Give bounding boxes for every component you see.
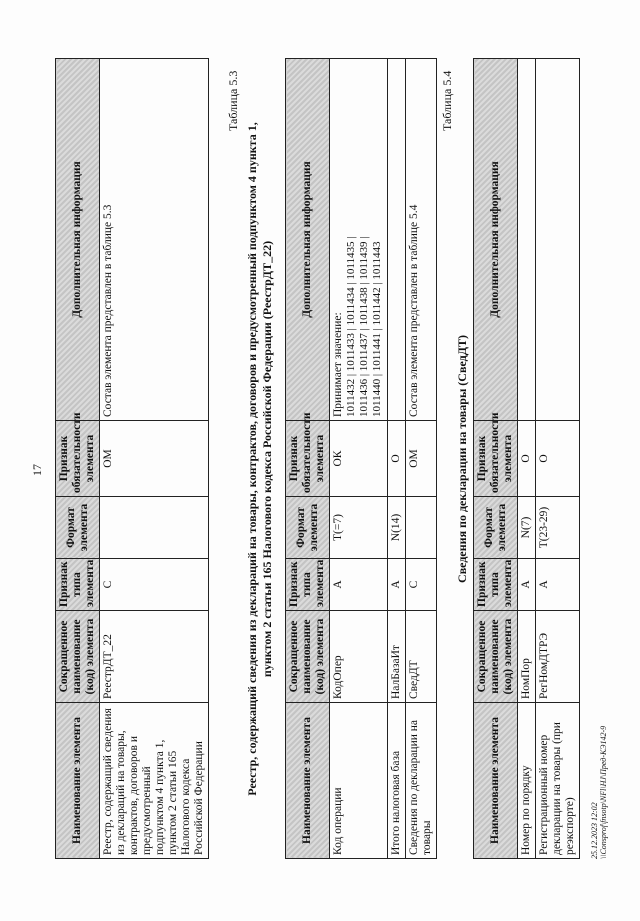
header-element-required: Признак обязательности элемента xyxy=(286,421,330,497)
header-element-type: Признак типа элемента xyxy=(286,559,330,611)
table-5-3-title xyxy=(245,59,275,859)
footer-timestamp: 25.12.2023 12:02 xyxy=(590,802,599,859)
cell-name: Номер по порядку xyxy=(518,703,536,859)
cell-required: О xyxy=(518,421,536,497)
header-element-format: Формат элемента xyxy=(56,497,100,559)
cell-required: ОМ xyxy=(100,421,209,497)
header-element-name: Наименование элемента xyxy=(286,703,330,859)
table-5-4 xyxy=(473,58,580,859)
codes-line-3: 1011440 | 1011441 | 1011442 | 1011443 xyxy=(371,241,383,417)
table-row xyxy=(518,59,536,859)
table-continued xyxy=(55,58,209,859)
table-row xyxy=(536,59,580,859)
cell-name: Регистрационный номер декларации на товары (при реэкспорте) xyxy=(536,703,580,859)
cell-info xyxy=(330,59,388,421)
header-extra-info: Дополнительная информация xyxy=(474,59,518,421)
cell-code: РегНомДТРЭ xyxy=(536,611,580,703)
print-footer xyxy=(590,726,608,859)
cell-code: РеестрДТ_22 xyxy=(100,611,209,703)
cell-required: ОМ xyxy=(406,421,437,497)
header-element-name: Наименование элемента xyxy=(474,703,518,859)
table-5-4-title: Сведения по декларации на товары (СведДТ) xyxy=(455,335,469,583)
cell-name: Итого налоговая база xyxy=(388,703,406,859)
codes-intro: Принимает значение: xyxy=(332,312,344,417)
header-extra-info: Дополнительная информация xyxy=(56,59,100,421)
codes-line-2: 1011436 | 1011437 | 1011438 | 1011439 | xyxy=(358,236,370,417)
cell-format: N(7) xyxy=(518,497,536,559)
header-element-code: Сокращенное наименование (код) элемента xyxy=(474,611,518,703)
cell-info xyxy=(518,59,536,421)
header-row xyxy=(56,59,100,859)
cell-format: T(23-29) xyxy=(536,497,580,559)
header-element-format: Формат элемента xyxy=(474,497,518,559)
cell-type: А xyxy=(330,559,388,611)
page-number: 17 xyxy=(30,464,44,476)
header-element-type: Признак типа элемента xyxy=(56,559,100,611)
cell-info xyxy=(388,59,406,421)
table-row xyxy=(100,59,209,859)
cell-info: Состав элемента представлен в таблице 5.4 xyxy=(406,59,437,421)
cell-required: О xyxy=(388,421,406,497)
table-row xyxy=(406,59,437,859)
cell-format xyxy=(100,497,209,559)
table-5-3-title-line1: Реестр, содержащий сведения из деклараций на товары, контрактов, договоров и предусмотренный подпунктом 4 пункта 1, xyxy=(245,122,259,796)
cell-type: А xyxy=(518,559,536,611)
cell-code: НомПор xyxy=(518,611,536,703)
table-5-3 xyxy=(285,58,437,859)
cell-type: С xyxy=(100,559,209,611)
table-5-3-title-line2: пунктом 2 статьи 165 Налогового кодекса Российской Федерации (РеестрДТ_22) xyxy=(260,240,274,678)
table-5-3-label: Таблица 5.3 xyxy=(226,70,240,131)
header-element-required: Признак обязательности элемента xyxy=(56,421,100,497)
header-element-format: Формат элемента xyxy=(286,497,330,559)
header-extra-info: Дополнительная информация xyxy=(286,59,330,421)
footer-path: \\Consprof\fnsotp\NFl\HJ\Пред-КЭ142-9 xyxy=(599,725,608,859)
cell-required: О xyxy=(536,421,580,497)
cell-name: Сведения по декларации на товары xyxy=(406,703,437,859)
cell-type: А xyxy=(536,559,580,611)
cell-name: Код операции xyxy=(330,703,388,859)
cell-type: С xyxy=(406,559,437,611)
cell-code: СведДТ xyxy=(406,611,437,703)
cell-name: Реестр, содержащий сведения из деклараций на товары, контрактов, договоров и предусмотренный подпунктом 4 пункта 1, пунктом 2 статьи 165 Налогового кодекса Российской Федерации xyxy=(100,703,209,859)
header-element-type: Признак типа элемента xyxy=(474,559,518,611)
header-row xyxy=(474,59,518,859)
cell-info: Состав элемента представлен в таблице 5.3 xyxy=(100,59,209,421)
header-element-code: Сокращенное наименование (код) элемента xyxy=(286,611,330,703)
table-row xyxy=(330,59,388,859)
cell-format: N(14) xyxy=(388,497,406,559)
table-5-4-label: Таблица 5.4 xyxy=(440,70,454,131)
cell-format xyxy=(406,497,437,559)
cell-format: T(=7) xyxy=(330,497,388,559)
cell-type: А xyxy=(388,559,406,611)
header-row xyxy=(286,59,330,859)
cell-info xyxy=(536,59,580,421)
header-element-required: Признак обязательности элемента xyxy=(474,421,518,497)
codes-line-1: 1011432 | 1011433 | 1011434 | 1011435 | xyxy=(345,236,357,417)
cell-code: КодОпер xyxy=(330,611,388,703)
header-element-name: Наименование элемента xyxy=(56,703,100,859)
header-element-code: Сокращенное наименование (код) элемента xyxy=(56,611,100,703)
table-row xyxy=(388,59,406,859)
cell-required: ОК xyxy=(330,421,388,497)
cell-code: НалБазаИт xyxy=(388,611,406,703)
